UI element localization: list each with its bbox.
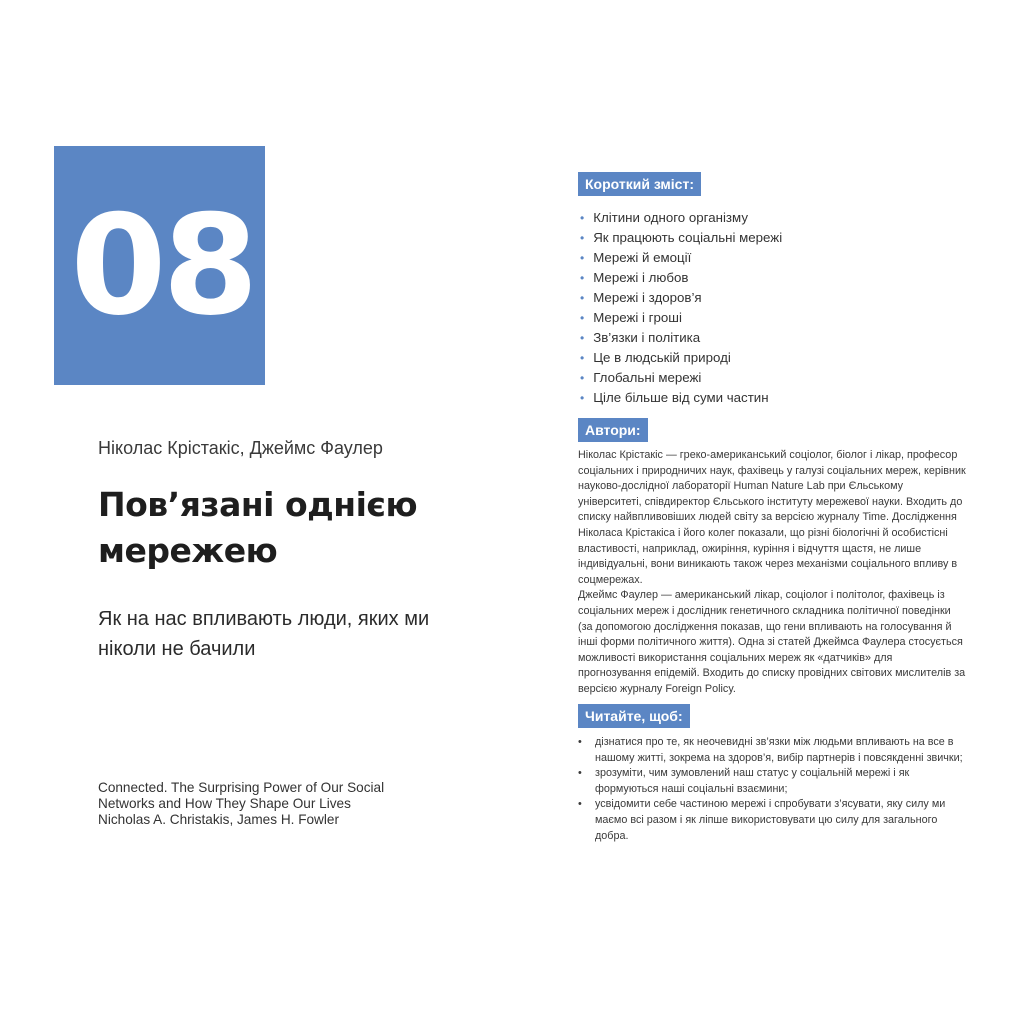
read-item: • зрозуміти, чим зумовлений наш статус у соціальній мережі і як формуються наші соціальні взаємини;	[578, 767, 910, 795]
read-label: Читайте, щоб:	[578, 704, 690, 728]
bullet-icon: •	[580, 391, 585, 405]
bullet-icon: •	[580, 351, 585, 365]
book-title: Пов’язані однією мережею	[98, 485, 418, 570]
bullet-icon: •	[578, 798, 582, 811]
summary-item: • Клітини одного організму	[580, 210, 748, 225]
chapter-number-block	[54, 146, 265, 385]
summary-item: • Мережі і гроші	[580, 310, 682, 325]
bullet-icon: •	[580, 231, 585, 245]
summary-item: • Це в людській природі	[580, 350, 731, 365]
bullet-icon: •	[580, 371, 585, 385]
read-list	[578, 735, 968, 844]
book-subtitle: Як на нас впливають люди, яких ми ніколи не бачили	[98, 608, 430, 660]
bullet-icon: •	[580, 311, 585, 325]
summary-item: • Мережі і здоров’я	[580, 290, 702, 305]
original-title-line-1: Connected. The Surprising Power of Our Social	[98, 780, 385, 795]
bullet-icon: •	[578, 736, 582, 748]
bullet-icon: •	[580, 271, 585, 285]
authors-description	[578, 448, 968, 698]
chapter-number: 08	[70, 184, 255, 346]
authors-label: Автори:	[578, 418, 648, 442]
summary-item: • Мережі і любов	[580, 270, 689, 285]
bullet-icon: •	[580, 331, 585, 345]
bullet-icon: •	[580, 251, 585, 265]
bullet-icon: •	[580, 211, 585, 225]
summary-item: • Ціле більше від суми частин	[580, 390, 769, 405]
summary-item: • Глобальні мережі	[580, 370, 702, 385]
read-item: • усвідомити себе частиною мережі і спробувати з’ясувати, яку силу ми маємо всі разом і як ліпше використовувати цю силу для загального добра.	[578, 798, 946, 842]
author-christakis-bio: Ніколас Крістакіс — греко-американський соціолог, біолог і лікар, професор соціальних і природничих наук, фахівець у галузі соціальних мереж, керівник науково-дослідної лабораторії Human Nature Lab при Єльському університеті, співдиректор Єльського інституту мережевої науки. Входить до списку найвпливовіших людей світу за версією журналу Time. Дослідження Ніколаса Крістакіса і його колег показали, що різні біологічні й особистісні властивості, наприклад, ожиріння, куріння і відчуття щастя, не лише індивідуальні, вони виникають також через механізми соціального впливу в соцмережах.	[578, 449, 966, 586]
summary-label: Короткий зміст:	[578, 172, 701, 196]
summary-item: • Як працюють соціальні мережі	[580, 230, 783, 245]
summary-list	[580, 208, 782, 408]
bullet-icon: •	[580, 291, 585, 305]
original-authors: Nicholas A. Christakis, James H. Fowler	[98, 812, 339, 827]
summary-item: • Мережі й емоції	[580, 250, 692, 265]
summary-item: • Зв’язки і політика	[580, 330, 701, 345]
bullet-icon: •	[578, 767, 582, 780]
read-item: • дізнатися про те, як неочевидні зв’язки між людьми впливають на все в нашому житті, зокрема на здоров’я, вибір партнерів і повсякденні звички;	[578, 736, 963, 764]
original-title-line-2: Networks and How They Shape Our Lives	[98, 796, 351, 811]
author-fowler-bio: Джеймс Фаулер — американський лікар, соціолог і політолог, фахівець із соціальних мереж і дослідник генетичного складника політичної поведінки (за допомогою дослідження показав, що гени впливають на голосування й інші форми політичного життя). Одна зі статей Джеймса Фаулера стосується можливості використання соціальних мереж як «датчиків» для прогнозування епідемій. Входить до списку провідних світових мислителів за версією журналу Foreign Policy.	[578, 589, 966, 695]
book-authors: Ніколас Крістакіс, Джеймс Фаулер	[98, 438, 383, 458]
original-edition	[98, 780, 438, 828]
